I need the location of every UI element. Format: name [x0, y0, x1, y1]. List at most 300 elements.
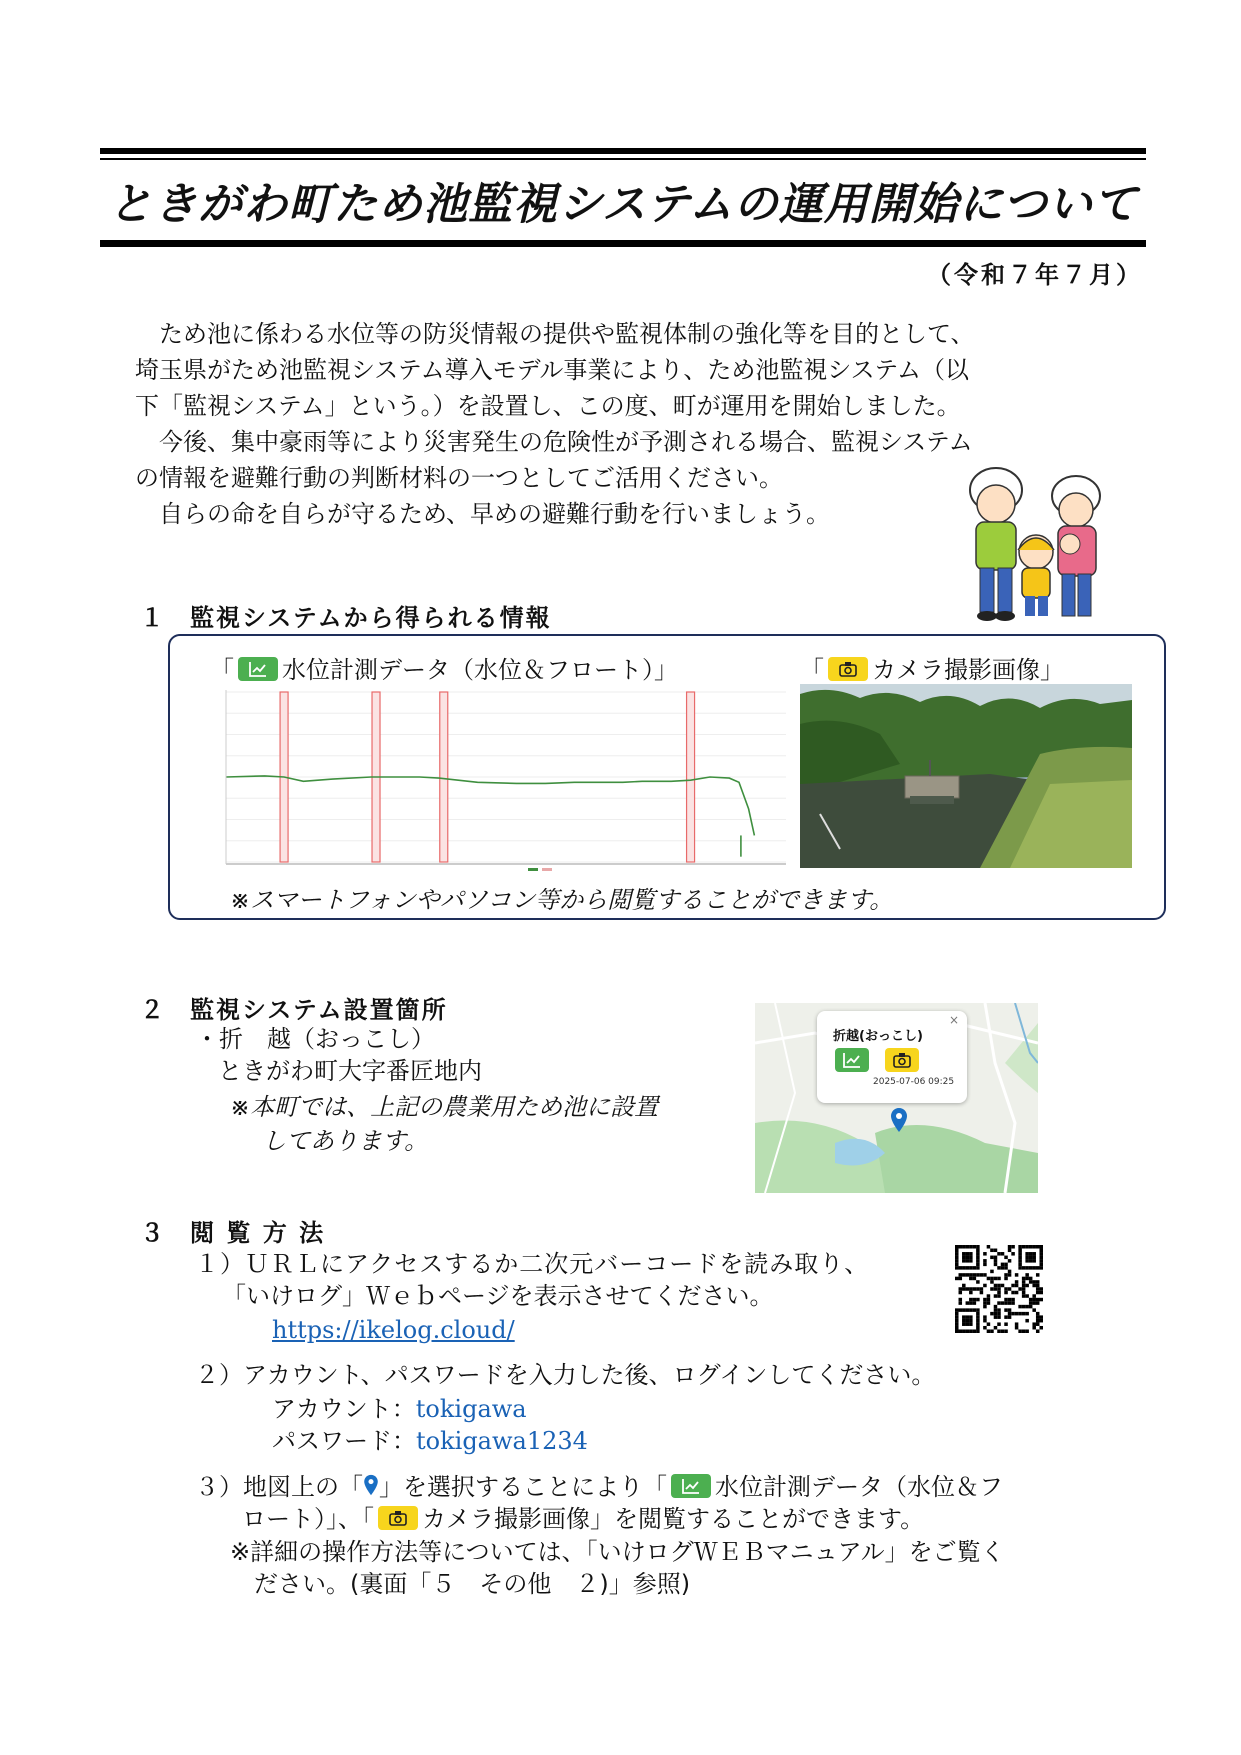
qr-cell [1022, 1277, 1026, 1281]
qr-cell [1036, 1287, 1040, 1291]
step-1-line2: 「いけログ」Ｗｅｂページを表示させてください。 [222, 1282, 774, 1310]
qr-cell [1025, 1245, 1029, 1249]
qr-cell [1039, 1252, 1043, 1256]
camera-photo [800, 684, 1132, 868]
qr-cell [1025, 1329, 1029, 1333]
qr-cell [962, 1273, 966, 1277]
qr-cell [1018, 1259, 1022, 1263]
qr-cell [959, 1298, 963, 1302]
qr-cell [1029, 1298, 1033, 1302]
qr-cell [1004, 1301, 1008, 1305]
qr-cell [1036, 1301, 1040, 1305]
qr-cell [1008, 1301, 1012, 1305]
section-number: ３ [140, 1219, 166, 1247]
qr-cell [980, 1291, 984, 1295]
intro-line: 埼玉県がため池監視システム導入モデル事業により、ため池監視システム（以 [135, 356, 969, 384]
intro-line: 自らの命を自らが守るため、早めの避難行動を行いましょう。 [135, 500, 831, 528]
qr-cell [994, 1259, 998, 1263]
qr-cell [1018, 1266, 1022, 1270]
qr-cell [955, 1277, 959, 1281]
qr-cell [994, 1284, 998, 1288]
qr-cell [1001, 1266, 1005, 1270]
qr-cell [983, 1259, 987, 1263]
qr-cell [969, 1252, 973, 1256]
qr-cell [997, 1308, 1001, 1312]
qr-cell [955, 1319, 959, 1323]
qr-cell [969, 1315, 973, 1319]
section-3-heading [140, 1213, 325, 1248]
qr-cell [1036, 1280, 1040, 1284]
step-3-text: ロート）」、「 [242, 1505, 374, 1533]
qr-cell [955, 1249, 959, 1253]
qr-cell [1018, 1329, 1022, 1333]
qr-cell [966, 1315, 970, 1319]
camera-icon [378, 1506, 418, 1530]
qr-cell [959, 1301, 963, 1305]
qr-cell [976, 1319, 980, 1323]
qr-cell [962, 1308, 966, 1312]
qr-cell [994, 1294, 998, 1298]
qr-cell [1022, 1280, 1026, 1284]
section-title: 監視システム設置箇所 [190, 996, 448, 1024]
qr-cell [955, 1245, 959, 1249]
qr-cell [966, 1287, 970, 1291]
camera-caption-text: カメラ撮影画像」 [872, 656, 1064, 684]
section-1-heading [140, 598, 552, 633]
qr-cell [1025, 1256, 1029, 1260]
qr-cell [1025, 1259, 1029, 1263]
location-note-line1: ※本町では、上記の農業用ため池に設置 [230, 1093, 659, 1121]
qr-cell [976, 1259, 980, 1263]
ikelog-url-link[interactable]: https://ikelog.cloud/ [272, 1316, 515, 1344]
qr-cell [976, 1329, 980, 1333]
location-address: ときがわ町大字番匠地内 [218, 1057, 482, 1085]
qr-cell [1004, 1291, 1008, 1295]
qr-cell [1004, 1329, 1008, 1333]
step-3-text: 水位計測データ（水位＆フ [715, 1473, 1003, 1501]
qr-cell [983, 1252, 987, 1256]
qr-cell [994, 1287, 998, 1291]
qr-cell [1032, 1266, 1036, 1270]
camera-caption [800, 650, 1064, 685]
qr-cell [1022, 1312, 1026, 1316]
family-illustration [958, 460, 1114, 628]
qr-cell [1036, 1319, 1040, 1323]
viewing-note: ※スマートフォンやパソコン等から閲覧することができます。 [230, 886, 894, 914]
qr-cell [994, 1249, 998, 1253]
qr-cell [1025, 1294, 1029, 1298]
qr-cell [983, 1319, 987, 1323]
legend-swatch [528, 868, 538, 871]
qr-cell [976, 1308, 980, 1312]
qr-cell [973, 1308, 977, 1312]
qr-cell [962, 1287, 966, 1291]
chart-caption-text: 水位計測データ（水位＆フロート）」 [282, 656, 678, 684]
qr-cell [1022, 1284, 1026, 1288]
qr-cell [1029, 1266, 1033, 1270]
qr-cell [1025, 1277, 1029, 1281]
qr-cell [1025, 1273, 1029, 1277]
qr-cell [983, 1284, 987, 1288]
qr-cell [997, 1329, 1001, 1333]
qr-cell [955, 1308, 959, 1312]
qr-cell [1001, 1263, 1005, 1267]
qr-cell [962, 1329, 966, 1333]
qr-cell [973, 1277, 977, 1281]
qr-cell [980, 1287, 984, 1291]
top-rule-thin [100, 158, 1146, 160]
password-row [272, 1424, 588, 1458]
qr-cell [969, 1301, 973, 1305]
qr-cell [959, 1291, 963, 1295]
title-underline [100, 240, 1146, 247]
qr-cell [1032, 1322, 1036, 1326]
qr-cell [1018, 1249, 1022, 1253]
qr-cell [1029, 1305, 1033, 1309]
qr-cell [1011, 1301, 1015, 1305]
qr-cell [955, 1326, 959, 1330]
qr-cell [959, 1329, 963, 1333]
qr-cell [962, 1245, 966, 1249]
qr-cell [1004, 1287, 1008, 1291]
section-number: ２ [140, 996, 166, 1024]
qr-cell [976, 1249, 980, 1253]
qr-cell [987, 1277, 991, 1281]
qr-cell [1008, 1270, 1012, 1274]
qr-cell [959, 1287, 963, 1291]
qr-cell [976, 1256, 980, 1260]
qr-cell [1008, 1273, 1012, 1277]
qr-cell [955, 1256, 959, 1260]
location-note-line2: してあります。 [262, 1127, 429, 1155]
qr-cell [959, 1273, 963, 1277]
event-marker [440, 692, 448, 862]
qr-cell [959, 1277, 963, 1281]
qr-cell [1018, 1252, 1022, 1256]
qr-cell [973, 1266, 977, 1270]
qr-cell [976, 1287, 980, 1291]
top-rule-thick [100, 148, 1146, 154]
qr-cell [1008, 1287, 1012, 1291]
qr-cell [1004, 1308, 1008, 1312]
chart-caption [210, 650, 678, 685]
qr-cell [994, 1263, 998, 1267]
qr-cell [955, 1312, 959, 1316]
qr-cell [976, 1266, 980, 1270]
qr-cell [1032, 1256, 1036, 1260]
qr-cell [1039, 1326, 1043, 1330]
qr-cell [1039, 1245, 1043, 1249]
qr-cell [997, 1291, 1001, 1295]
qr-cell [973, 1301, 977, 1305]
qr-cell [962, 1319, 966, 1323]
qr-cell [1036, 1245, 1040, 1249]
step-3-text: ３）地図上の「 [195, 1473, 363, 1501]
legend-swatch [542, 868, 552, 871]
qr-cell [1032, 1284, 1036, 1288]
page-title: ときがわ町ため池監視システムの運用開始について [108, 179, 1138, 230]
qr-cell [966, 1259, 970, 1263]
intro-line: 今後、集中豪雨等により災害発生の危険性が予測される場合、監視システム [135, 428, 973, 456]
qr-cell [1022, 1294, 1026, 1298]
qr-cell [969, 1245, 973, 1249]
qr-cell [1015, 1284, 1019, 1288]
qr-cell [990, 1256, 994, 1260]
qr-cell [962, 1252, 966, 1256]
qr-cell [969, 1308, 973, 1312]
manual-note-line1: ※詳細の操作方法等については、「いけログＷＥＢマニュアル」をご覧く [230, 1538, 1005, 1566]
qr-cell [1025, 1252, 1029, 1256]
qr-cell [1008, 1259, 1012, 1263]
qr-cell [1015, 1326, 1019, 1330]
qr-cell [1008, 1298, 1012, 1302]
water-level-line [226, 776, 754, 836]
qr-cell [1004, 1256, 1008, 1260]
qr-cell [1004, 1315, 1008, 1319]
qr-cell [997, 1312, 1001, 1316]
event-marker [687, 692, 695, 862]
qr-cell [1004, 1277, 1008, 1281]
qr-cell [1018, 1256, 1022, 1260]
qr-cell [969, 1287, 973, 1291]
qr-cell [1004, 1322, 1008, 1326]
qr-cell [1018, 1287, 1022, 1291]
qr-cell [1032, 1280, 1036, 1284]
qr-cell [1039, 1287, 1043, 1291]
map-pin-icon [363, 1474, 379, 1496]
qr-cell [990, 1287, 994, 1291]
qr-cell [976, 1298, 980, 1302]
qr-cell [976, 1312, 980, 1316]
qr-cell [973, 1245, 977, 1249]
qr-cell [966, 1308, 970, 1312]
qr-cell [1022, 1305, 1026, 1309]
qr-cell [997, 1294, 1001, 1298]
qr-cell [1032, 1252, 1036, 1256]
qr-cell [987, 1329, 991, 1333]
qr-cell [994, 1277, 998, 1281]
qr-cell [1029, 1301, 1033, 1305]
qr-cell [973, 1298, 977, 1302]
qr-cell [1025, 1312, 1029, 1316]
qr-cell [955, 1315, 959, 1319]
qr-cell [1036, 1284, 1040, 1288]
camera-icon [828, 657, 868, 681]
caption-bracket: 「 [800, 656, 824, 684]
qr-cell [1036, 1266, 1040, 1270]
qr-cell [1039, 1249, 1043, 1253]
qr-cell [1001, 1252, 1005, 1256]
qr-cell [983, 1326, 987, 1330]
qr-cell [1039, 1263, 1043, 1267]
qr-cell [1039, 1259, 1043, 1263]
qr-cell [976, 1326, 980, 1330]
account-label: アカウント： [272, 1395, 416, 1423]
location-map[interactable] [755, 1003, 1038, 1193]
qr-cell [1011, 1284, 1015, 1288]
qr-cell [1008, 1249, 1012, 1253]
qr-cell [983, 1263, 987, 1267]
intro-line: 下「監視システム」という。）を設置し、この度、町が運用を開始しました。 [135, 392, 961, 420]
qr-cell [1011, 1298, 1015, 1302]
qr-cell [1032, 1259, 1036, 1263]
qr-cell [987, 1322, 991, 1326]
qr-cell [1018, 1263, 1022, 1267]
qr-cell [959, 1266, 963, 1270]
qr-cell [983, 1301, 987, 1305]
qr-cell [976, 1322, 980, 1326]
qr-cell [1004, 1273, 1008, 1277]
qr-cell [1025, 1319, 1029, 1323]
qr-cell [994, 1305, 998, 1309]
section-title: 閲 覧 方 法 [190, 1219, 326, 1247]
qr-cell [983, 1298, 987, 1302]
qr-cell [1022, 1266, 1026, 1270]
qr-cell [966, 1252, 970, 1256]
chart-grid [226, 692, 786, 862]
qr-cell [994, 1256, 998, 1260]
qr-cell [997, 1277, 1001, 1281]
qr-cell [983, 1305, 987, 1309]
qr-cell [969, 1329, 973, 1333]
qr-cell [1029, 1277, 1033, 1281]
qr-cell [1036, 1298, 1040, 1302]
qr-cell [983, 1273, 987, 1277]
qr-cell [1029, 1280, 1033, 1284]
qr-cell [1022, 1291, 1026, 1295]
qr-cell [987, 1301, 991, 1305]
qr-cell [980, 1273, 984, 1277]
qr-cell [959, 1245, 963, 1249]
account-value: tokigawa [415, 1395, 527, 1423]
step-3-text: カメラ撮影画像」を閲覧することができます。 [422, 1505, 925, 1533]
qr-cell [955, 1329, 959, 1333]
qr-cell [969, 1256, 973, 1260]
qr-cell [1008, 1308, 1012, 1312]
qr-cell [990, 1270, 994, 1274]
qr-cell [1039, 1266, 1043, 1270]
qr-cell [1029, 1245, 1033, 1249]
step-3-text: 」を選択することにより「 [379, 1473, 667, 1501]
map-camera-button[interactable] [885, 1048, 919, 1072]
qr-cell [966, 1245, 970, 1249]
qr-cell [997, 1315, 1001, 1319]
qr-cell [973, 1329, 977, 1333]
qr-cell [1015, 1291, 1019, 1295]
qr-cell [955, 1263, 959, 1267]
account-row [272, 1392, 527, 1426]
qr-cell [990, 1329, 994, 1333]
qr-cell [1039, 1315, 1043, 1319]
map-popup-close-button[interactable]: × [948, 1013, 959, 1027]
qr-cell [1015, 1280, 1019, 1284]
qr-cell [1039, 1319, 1043, 1323]
chart-icon [671, 1474, 711, 1498]
step-3-line2 [242, 1502, 924, 1536]
intro-line: ため池に係わる水位等の防災情報の提供や監視体制の強化等を目的として、 [135, 320, 975, 348]
qr-cell [973, 1273, 977, 1277]
qr-cell [1018, 1245, 1022, 1249]
step-3-line1 [195, 1470, 1003, 1504]
qr-cell [1015, 1312, 1019, 1316]
qr-cell [962, 1266, 966, 1270]
qr-cell [969, 1259, 973, 1263]
caption-bracket: 「 [210, 656, 234, 684]
qr-cell [994, 1308, 998, 1312]
qr-cell [969, 1298, 973, 1302]
qr-cell [1011, 1312, 1015, 1316]
qr-cell [994, 1326, 998, 1330]
qr-cell [1022, 1329, 1026, 1333]
qr-cell [1004, 1263, 1008, 1267]
qr-cell [1018, 1305, 1022, 1309]
map-chart-button[interactable] [835, 1048, 869, 1072]
qr-cell [962, 1284, 966, 1288]
qr-cell [1032, 1245, 1036, 1249]
qr-cell [1036, 1312, 1040, 1316]
qr-cell [997, 1322, 1001, 1326]
qr-cell [1032, 1326, 1036, 1330]
map-pin-icon[interactable] [890, 1107, 908, 1133]
qr-cell [1011, 1245, 1015, 1249]
step-2: ２）アカウント、パスワードを入力した後、ログインしてください。 [195, 1361, 936, 1389]
qr-cell [966, 1329, 970, 1333]
qr-cell [976, 1273, 980, 1277]
qr-code[interactable] [955, 1245, 1043, 1333]
section-number: １ [140, 604, 166, 632]
qr-cell [966, 1319, 970, 1323]
qr-cell [955, 1252, 959, 1256]
qr-cell [1032, 1308, 1036, 1312]
qr-cell [1004, 1266, 1008, 1270]
qr-cell [997, 1284, 1001, 1288]
qr-cell [1025, 1266, 1029, 1270]
qr-cell [1004, 1298, 1008, 1302]
qr-cell [994, 1315, 998, 1319]
qr-cell [990, 1249, 994, 1253]
qr-cell [962, 1322, 966, 1326]
qr-cell [987, 1298, 991, 1302]
qr-cell [1025, 1284, 1029, 1288]
qr-cell [1039, 1298, 1043, 1302]
chart-icon [238, 657, 278, 681]
qr-cell [973, 1287, 977, 1291]
qr-cell [997, 1287, 1001, 1291]
qr-cell [1015, 1322, 1019, 1326]
intro-line: の情報を避難行動の判断材料の一つとしてご活用ください。 [135, 464, 783, 492]
qr-cell [976, 1315, 980, 1319]
qr-cell [1001, 1301, 1005, 1305]
qr-cell [969, 1277, 973, 1281]
qr-cell [955, 1266, 959, 1270]
qr-cell [976, 1263, 980, 1267]
qr-cell [955, 1322, 959, 1326]
map-popup-title: 折越(おっこし) [833, 1029, 923, 1044]
qr-cell [1011, 1291, 1015, 1295]
water-level-chart [208, 684, 788, 872]
qr-cell [976, 1245, 980, 1249]
password-label: パスワード： [272, 1427, 416, 1455]
qr-cell [955, 1259, 959, 1263]
qr-cell [1025, 1305, 1029, 1309]
section-title: 監視システムから得られる情報 [190, 604, 552, 632]
qr-cell [997, 1266, 1001, 1270]
qr-cell [966, 1301, 970, 1305]
qr-cell [962, 1259, 966, 1263]
qr-cell [1011, 1252, 1015, 1256]
qr-cell [1029, 1252, 1033, 1256]
qr-cell [962, 1256, 966, 1260]
